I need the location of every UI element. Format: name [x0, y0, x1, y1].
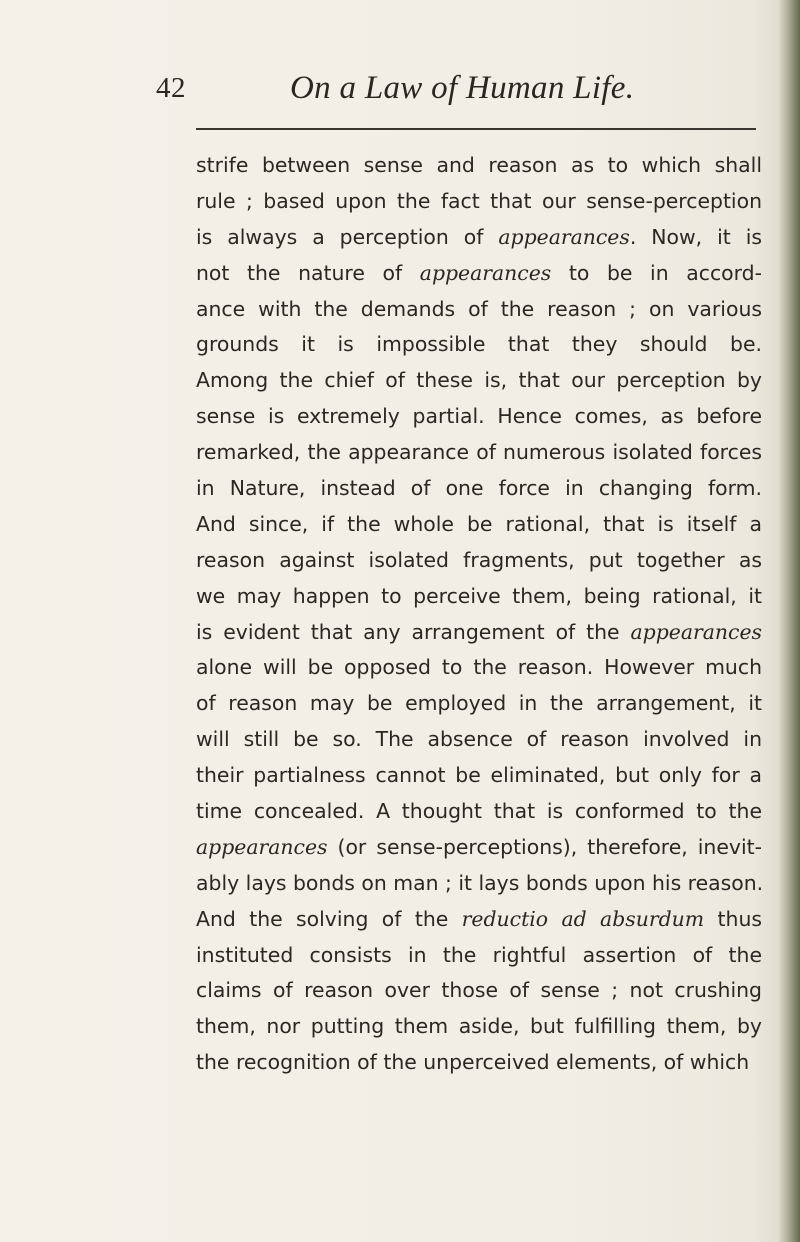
page-number: 42 — [156, 72, 186, 104]
text-line: we may happen to perceive them, being rational, it — [196, 583, 762, 608]
text-line: instituted consists in the rightful assertion of the — [196, 942, 762, 967]
text-line: And since, if the whole be rational, that is itself a — [196, 511, 762, 536]
text-line: sense is extremely partial. Hence comes, as before — [196, 404, 762, 429]
text-line: not the nature of appearances to be in accord- — [196, 260, 762, 285]
text-line: alone will be opposed to the reason. However much — [196, 655, 762, 680]
text-line: Among the chief of these is, that our perception by — [196, 368, 762, 393]
italic-phrase: appearances — [630, 619, 762, 644]
text-line: ance with the demands of the reason ; on various — [196, 296, 762, 321]
text-line: their partialness cannot be eliminated, but only for a — [196, 763, 762, 788]
header-rule — [196, 128, 756, 130]
body-text — [196, 148, 762, 1081]
text-line: time concealed. A thought that is conformed to the — [196, 799, 762, 824]
running-head: On a Law of Human Life. — [290, 70, 635, 106]
text-line: in Nature, instead of one force in changing form. — [196, 476, 762, 501]
text-line: And the solving of the reductio ad absurdum thus — [196, 906, 762, 931]
text-line: strife between sense and reason as to which shall — [196, 153, 762, 177]
text-line: ably lays bonds on man ; it lays bonds upon his reason. — [196, 870, 764, 895]
text-line: the recognition of the unperceived elements, of which — [196, 1050, 750, 1075]
page-edge-shadow — [778, 0, 800, 1242]
text-line: remarked, the appearance of numerous isolated forces — [196, 440, 762, 465]
italic-phrase: reductio ad absurdum — [461, 906, 705, 931]
italic-phrase: appearances — [498, 224, 630, 249]
page-header — [156, 72, 756, 120]
text-line: rule ; based upon the fact that our sense-perception — [196, 188, 762, 213]
text-line: is evident that any arrangement of the appearances — [196, 619, 762, 644]
text-line: appearances (or sense-perceptions), therefore, inevit- — [196, 834, 762, 859]
italic-phrase: appearances — [196, 834, 328, 859]
text-line: will still be so. The absence of reason involved in — [196, 727, 762, 752]
text-line: grounds it is impossible that they should be. — [196, 332, 762, 357]
italic-phrase: appearances — [419, 260, 552, 285]
text-line: of reason may be employed in the arrangement, it — [196, 691, 762, 716]
text-line: claims of reason over those of sense ; not crushing — [196, 978, 762, 1003]
text-line: reason against isolated fragments, put together as — [196, 547, 762, 572]
text-line: is always a perception of appearances. Now, it is — [196, 224, 762, 249]
text-line: them, nor putting them aside, but fulfilling them, by — [196, 1014, 762, 1039]
